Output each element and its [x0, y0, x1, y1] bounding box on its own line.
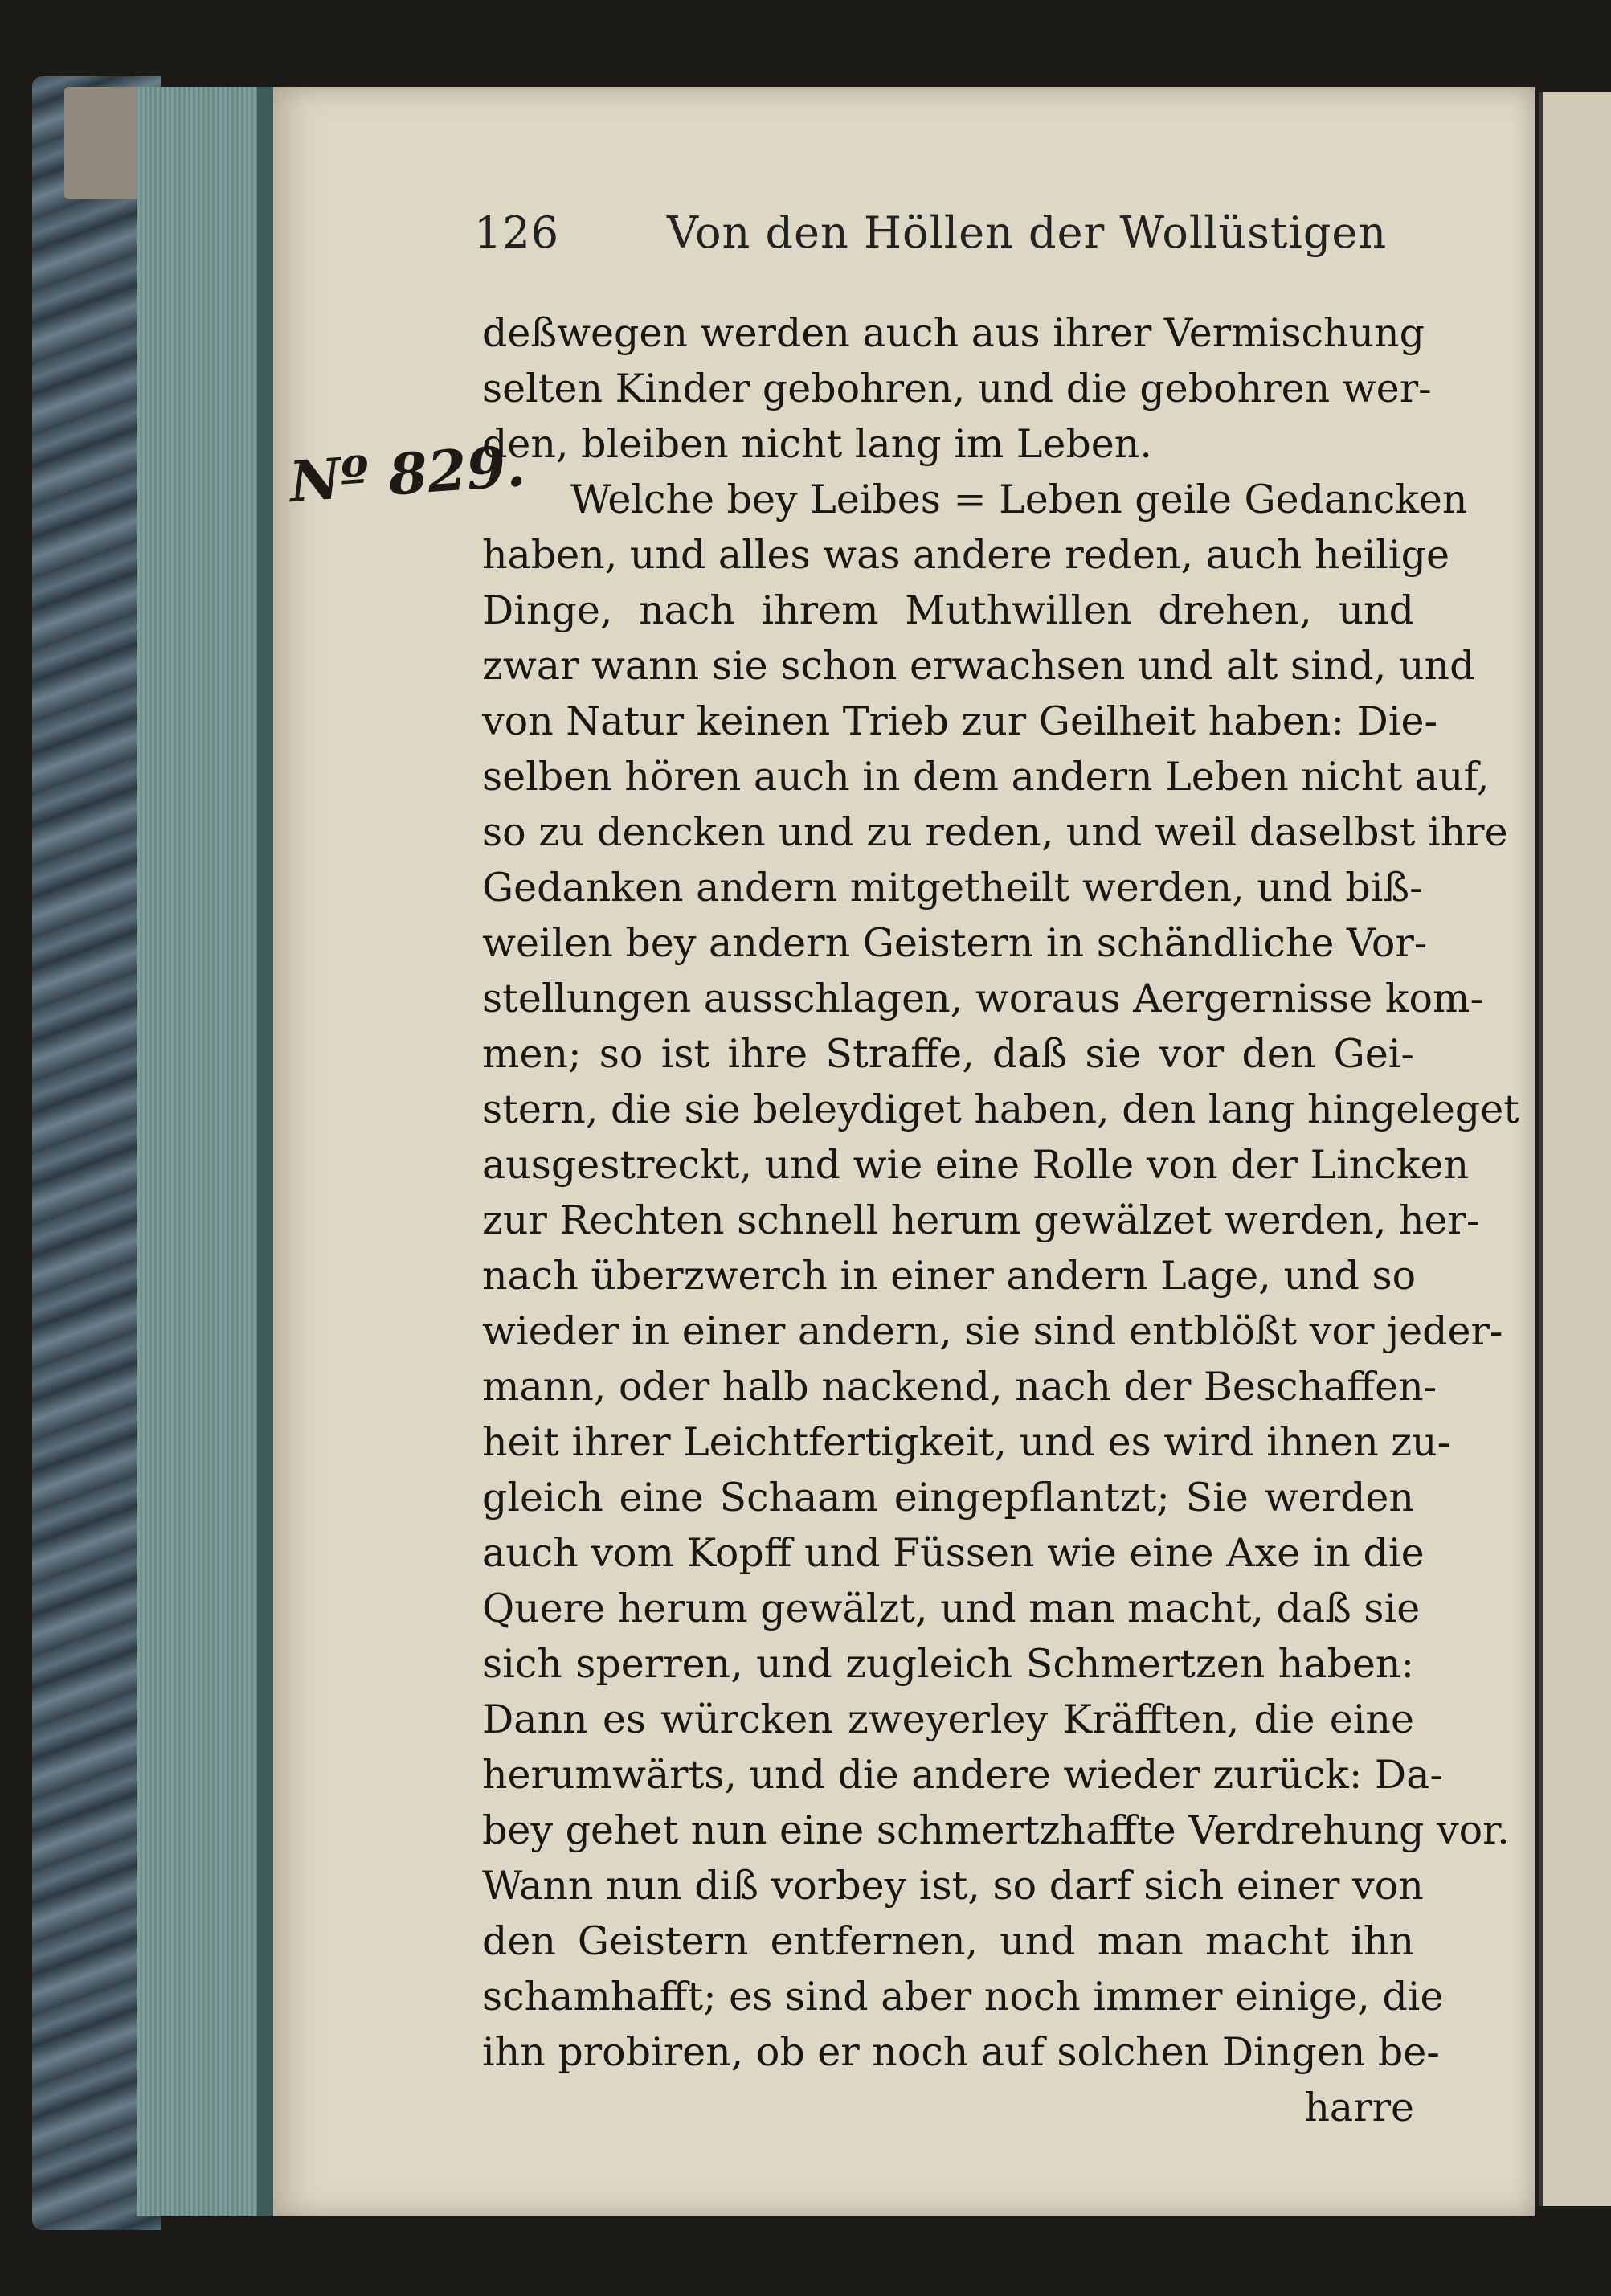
body-text: [482, 305, 1519, 2080]
page-header: [474, 207, 1406, 272]
text-line: so zu dencken und zu reden, und weil daselbst ihre: [482, 809, 1508, 855]
running-title: Von den Höllen der Wollüstigen: [667, 207, 1388, 258]
text-line: ausgestreckt, und wie eine Rolle von der Lincken: [482, 1142, 1470, 1188]
text-line: den, bleiben nicht lang im Leben.: [482, 421, 1152, 467]
text-line: Gedanken andern mitgetheilt werden, und biß-: [482, 865, 1423, 911]
text-line: sich sperren, und zugleich Schmertzen haben:: [482, 1641, 1414, 1687]
text-line: selben hören auch in dem andern Leben nicht auf,: [482, 754, 1490, 800]
page-edges: [137, 87, 273, 2216]
text-line: haben, und alles was andere reden, auch heilige: [482, 532, 1449, 578]
text-line: men; so ist ihre Straffe, daß sie vor den Gei-: [482, 1031, 1414, 1077]
text-line: Wann nun diß vorbey ist, so darf sich einer von: [482, 1863, 1424, 1909]
text-line: heit ihrer Leichtfertigkeit, und es wird ihnen zu-: [482, 1419, 1451, 1465]
text-line: Dinge, nach ihrem Muthwillen drehen, und: [482, 587, 1414, 633]
spine-shadow: [257, 87, 275, 2216]
text-line: selten Kinder gebohren, und die gebohren wer-: [482, 366, 1432, 411]
text-line: den Geistern entfernen, und man macht ihn: [482, 1918, 1414, 1964]
text-line: wieder in einer andern, sie sind entblößt vor jeder-: [482, 1308, 1503, 1354]
text-line: mann, oder halb nackend, nach der Beschaffen-: [482, 1364, 1437, 1410]
text-line: auch vom Kopff und Füssen wie eine Axe in die: [482, 1530, 1425, 1576]
text-line: von Natur keinen Trieb zur Geilheit haben: Die-: [482, 698, 1438, 744]
catchword-block: [482, 2080, 1414, 2135]
text-line: bey gehet nun eine schmertzhaffte Verdrehung vor.: [482, 1807, 1510, 1853]
text-line: weilen bey andern Geistern in schändliche Vor-: [482, 920, 1428, 966]
text-line: schamhafft; es sind aber noch immer einige, die: [482, 1974, 1444, 2020]
text-line: herumwärts, und die andere wieder zurück: Da-: [482, 1752, 1443, 1798]
text-line: Welche bey Leibes = Leben geile Gedancken: [570, 477, 1468, 522]
text-line: stellungen ausschlagen, woraus Aergernisse kom-: [482, 976, 1484, 1021]
text-line: ihn probiren, ob er noch auf solchen Dingen be-: [482, 2029, 1440, 2075]
text-line: Dann es würcken zweyerley Kräfften, die eine: [482, 1696, 1414, 1742]
text-line: stern, die sie beleydiget haben, den lang hingeleget: [482, 1087, 1519, 1132]
catchword: harre: [1304, 2085, 1414, 2130]
text-line: nach überzwerch in einer andern Lage, und so: [482, 1253, 1417, 1299]
page-number: 126: [474, 207, 560, 258]
facing-page-edge: [1539, 92, 1611, 2206]
text-line: zur Rechten schnell herum gewälzet werden, her-: [482, 1197, 1480, 1243]
handwritten-margin-note: Nº 829.: [287, 432, 528, 516]
text-line: gleich eine Schaam eingepflantzt; Sie werden: [482, 1475, 1414, 1520]
text-line: zwar wann sie schon erwachsen und alt sind, und: [482, 643, 1475, 689]
text-line: deßwegen werden auch aus ihrer Vermischung: [482, 310, 1425, 356]
text-line: Quere herum gewälzt, und man macht, daß sie: [482, 1586, 1421, 1631]
